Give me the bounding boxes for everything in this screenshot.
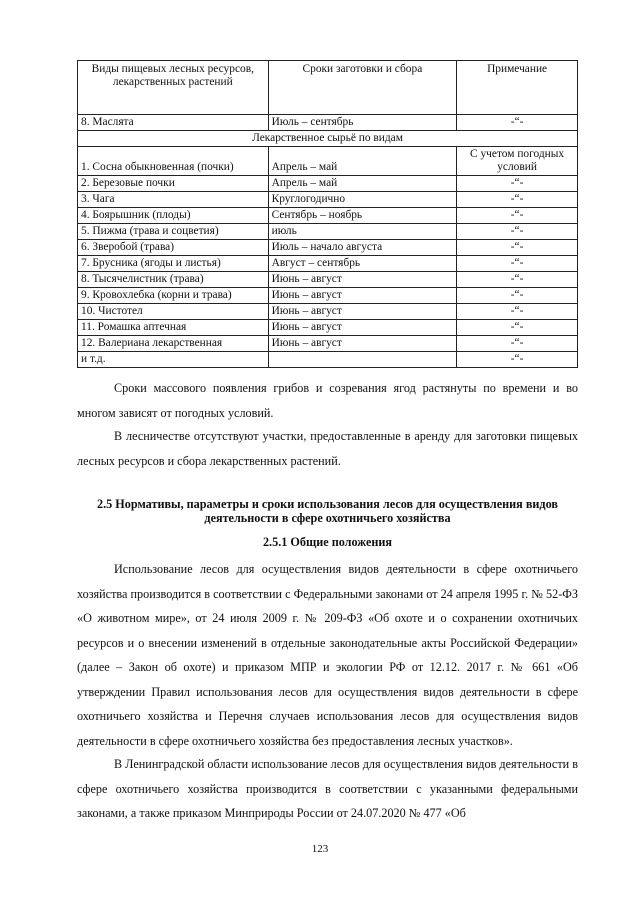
table-cell: 6. Зверобой (трава) <box>78 240 269 256</box>
table-cell: Август – сентябрь <box>268 256 457 272</box>
page-number: 123 <box>311 843 329 855</box>
table-row <box>78 304 578 320</box>
table-cell: -“- <box>457 304 578 320</box>
table-cell: -“- <box>457 320 578 336</box>
paragraph: В лесничестве отсутствуют участки, предоставленные в аренду для заготовки пищевых лесных ресурсов и сбора лекарственных растений. <box>77 429 578 468</box>
table-cell: 9. Кровохлебка (корни и трава) <box>78 288 269 304</box>
table-row <box>78 272 578 288</box>
table-cell: Июнь – август <box>268 272 457 288</box>
paragraph: Сроки массового появления грибов и созревания ягод растянуты по времени и во многом зависят от погодных условий. <box>77 381 578 420</box>
table-cell: Апрель – май <box>268 176 457 192</box>
subsection-heading: 2.5.1 Общие положения <box>262 535 393 549</box>
table-cell: Июнь – август <box>268 320 457 336</box>
column-header: Примечание <box>457 61 578 115</box>
table-cell: 7. Брусника (ягоды и листья) <box>78 256 269 272</box>
table-cell: -“- <box>457 115 578 131</box>
table-cell: -“- <box>457 208 578 224</box>
table-cell: Сентябрь – ноябрь <box>268 208 457 224</box>
paragraph: Использование лесов для осуществления видов деятельности в сфере охотничьего хозяйства производится в соответствии с Федеральными законами от 24 апреля 1995 г. № 52-ФЗ «О животном мире», от 24 июля 2009 г. № 209-ФЗ «Об охоте и о сохранении охотничьих ресурсов и о внесении изменений в отдельные законодательные акты Российской Федерации» (далее – Закон об охоте) и приказом МПР и экологии РФ от 12.12. 2017 г. № 661 «Об утверждении Правил использования лесов для осуществления видов деятельности в сфере охотничьего хозяйства и Перечня случаев использования лесов для осуществления видов деятельности в сфере охотничьего хозяйства без предоставления лесных участков». <box>77 562 578 748</box>
table-cell: Июнь – август <box>268 336 457 352</box>
table-row <box>78 288 578 304</box>
table-cell: и т.д. <box>78 352 269 368</box>
table-row <box>78 147 578 176</box>
table-row <box>78 208 578 224</box>
table-cell: Июль – начало августа <box>268 240 457 256</box>
table-cell: -“- <box>457 352 578 368</box>
table-cell: июль <box>268 224 457 240</box>
table-cell: Июнь – август <box>268 304 457 320</box>
table-cell: -“- <box>457 192 578 208</box>
table-cell: 11. Ромашка аптечная <box>78 320 269 336</box>
table-cell: 4. Боярышник (плоды) <box>78 208 269 224</box>
table-cell: -“- <box>457 272 578 288</box>
table-cell: 8. Маслята <box>78 115 269 131</box>
table-row <box>78 224 578 240</box>
table-cell: 5. Пижма (трава и соцветия) <box>78 224 269 240</box>
table-row <box>78 320 578 336</box>
section-title: Лекарственное сырьё по видам <box>78 131 578 147</box>
table-row <box>78 192 578 208</box>
table-cell <box>268 352 457 368</box>
table-row <box>78 176 578 192</box>
table-cell: 12. Валериана лекарственная <box>78 336 269 352</box>
table-cell: 10. Чистотел <box>78 304 269 320</box>
table-row <box>78 115 578 131</box>
paragraph: В Ленинградской области использование лесов для осуществления видов деятельности в сфере охотничьего хозяйства производится в соответствии с указанными федеральными законами, а также приказом Минприроды России от 24.07.2020 № 477 «Об <box>77 757 578 820</box>
table-row <box>78 256 578 272</box>
table-row <box>78 352 578 368</box>
table-cell: Июль – сентябрь <box>268 115 457 131</box>
table-cell: 8. Тысячелистник (трава) <box>78 272 269 288</box>
table-cell: Апрель – май <box>268 147 457 176</box>
table-cell: 1. Сосна обыкновенная (почки) <box>78 147 269 176</box>
table-row <box>78 336 578 352</box>
table-body <box>78 147 578 368</box>
table-cell: 2. Березовые почки <box>78 176 269 192</box>
table-cell: -“- <box>457 176 578 192</box>
harvest-periods-table <box>77 60 578 368</box>
table-cell: С учетом погодных условий <box>457 147 578 176</box>
column-header: Виды пищевых лесных ресурсов, лекарственных растений <box>78 61 269 115</box>
table-cell: -“- <box>457 288 578 304</box>
table-section-row <box>78 131 578 147</box>
table-cell: -“- <box>457 240 578 256</box>
table-cell: Круглогодично <box>268 192 457 208</box>
table-cell: Июнь – август <box>268 288 457 304</box>
table-cell: -“- <box>457 256 578 272</box>
table-cell: -“- <box>457 224 578 240</box>
table-cell: 3. Чага <box>78 192 269 208</box>
column-header: Сроки заготовки и сбора <box>268 61 457 115</box>
table-cell: -“- <box>457 336 578 352</box>
table-header-row <box>78 61 578 115</box>
table-row <box>78 240 578 256</box>
section-heading: 2.5 Нормативы, параметры и сроки использования лесов для осуществления видов деятельности в сфере охотничьего хозяйства <box>97 497 558 525</box>
